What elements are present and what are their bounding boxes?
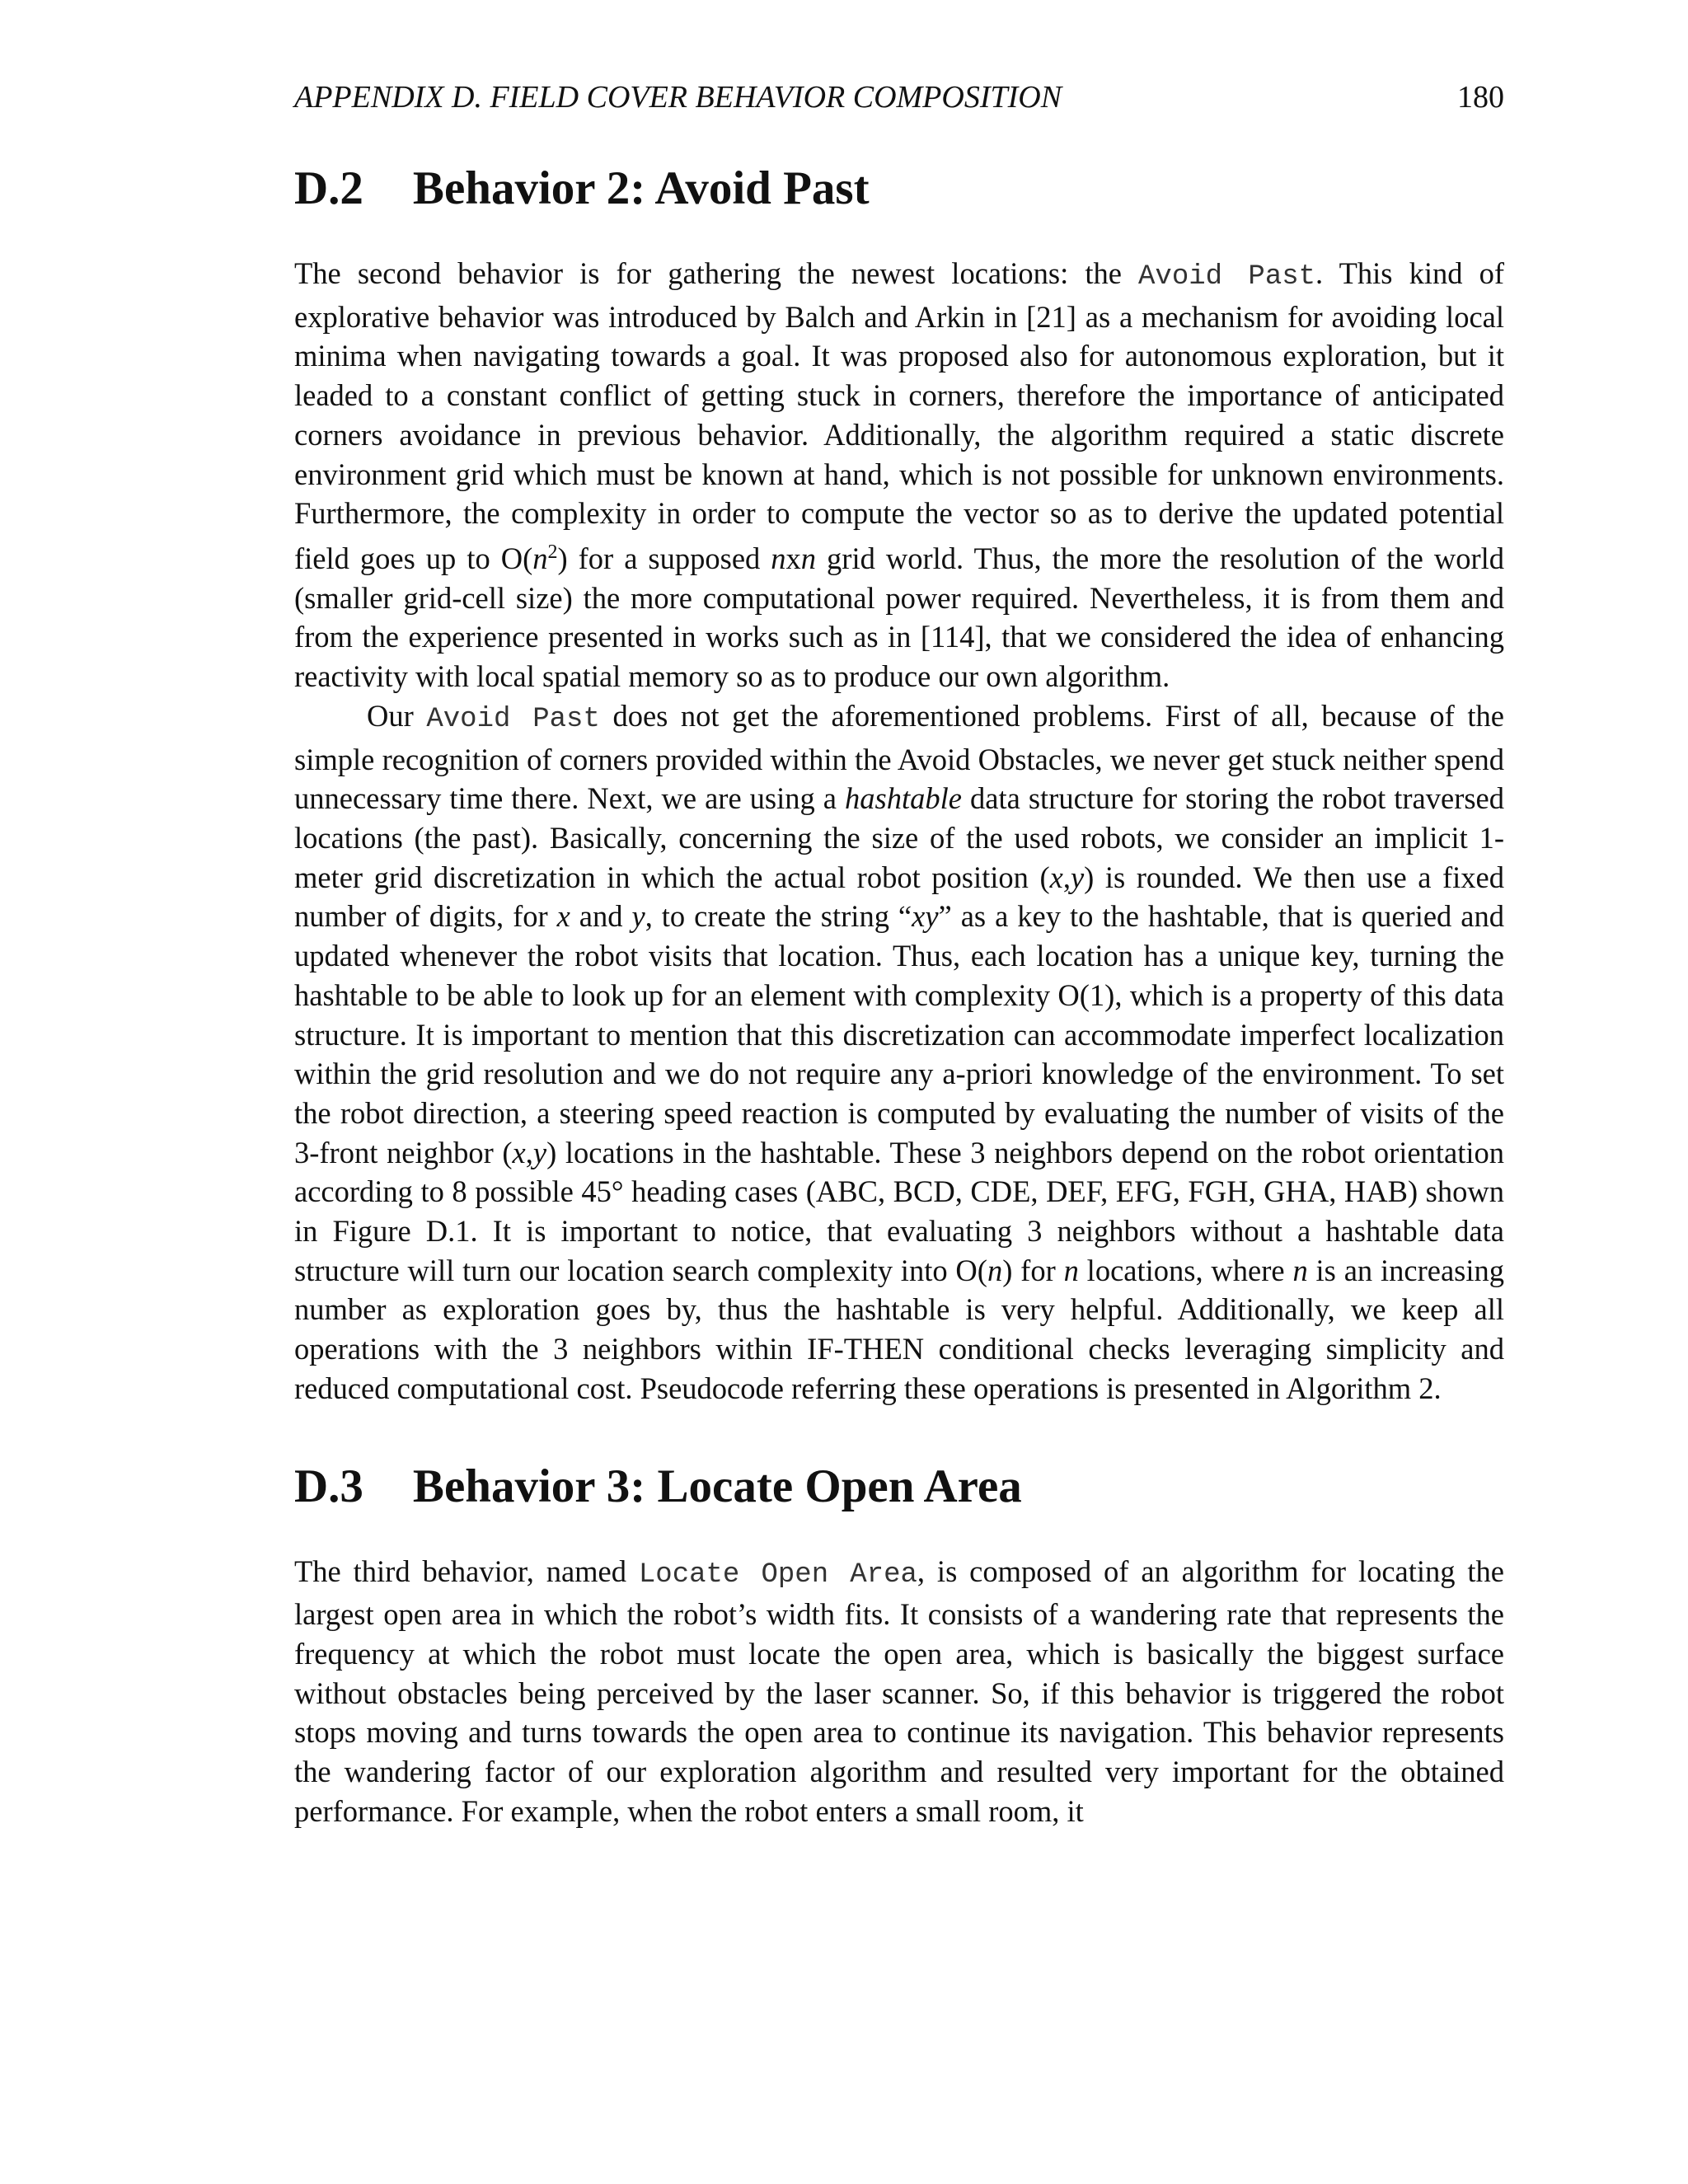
math-var: n xyxy=(532,541,548,576)
text-run: , xyxy=(1062,860,1071,894)
section-title: Behavior 3: Locate Open Area xyxy=(412,1460,1022,1512)
text-run: ) for xyxy=(1002,1253,1064,1287)
text-run: x xyxy=(785,541,801,576)
paragraph-d3-1 xyxy=(294,1552,1504,1831)
paragraph-d2-1 xyxy=(294,254,1504,696)
text-run: , is composed of an algorithm for locating the largest open area in which the robot’s width fits. It consists of a wandering rate that represents the frequency at which the robot must locate the open area, which is basically the biggest surface without obstacles being perceived by the laser scanner. So, if this behavior is triggered the robot stops moving and turns towards the open area to continue its navigation. This behavior represents the wandering factor of our exploration algorithm and resulted very important for the obtained performance. For example, when the robot enters a small room, it xyxy=(294,1554,1505,1828)
text-run: . This kind of explorative behavior was introduced by Balch and Arkin in [21] as a mechanism for avoiding local minima when navigating towards a goal. It was proposed also for autonomous exploration, but it leaded to a constant conflict of getting stuck in corners, therefore the importance of anticipated corners avoidance in previous behavior. Additionally, the algorithm required a static discrete environment grid which must be known at hand, which is not possible for unknown environments. Furthermore, the complexity in order to compute the vector so as to derive the updated potential field goes up to O( xyxy=(294,256,1504,576)
math-var: n xyxy=(1292,1253,1308,1287)
math-var: x xyxy=(512,1135,526,1169)
text-run: ) is rounded. We then use a fixed number of digits, for xyxy=(294,860,1504,934)
section-number: D.2 xyxy=(294,162,363,214)
math-var: n xyxy=(987,1253,1003,1287)
text-run: ) locations in the hashtable. These 3 neighbors depend on the robot orientation according to 8 possible 45° heading cases (ABC, BCD, CDE, DEF, EFG, FGH, GHA, HAB) shown in Figure D.1. It is important to notice, that evaluating 3 neighbors without a hashtable data structure will turn our location search complexity into O( xyxy=(294,1135,1504,1287)
text-run: grid world. Thus, the more the resolution of the world (smaller grid-cell size) the more computational power required. Nevertheless, it is from them and from the experience presented in works such as in [114], that we considered the idea of enhancing reactivity with local spatial memory so as to produce our own algorithm. xyxy=(294,541,1504,694)
text-run: The second behavior is for gathering the newest locations: the xyxy=(294,256,1139,290)
math-var: n xyxy=(1063,1253,1079,1287)
text-run: ” as a key to the hashtable, that is queried and updated whenever the robot visits that location. Thus, each location has a unique key, turning the hashtable to be able to look up for an element with complexity O(1), which is a property of this data structure. It is important to mention that this discretization can accommodate imperfect localization within the grid resolution and we do not require any a-priori knowledge of the environment. To set the robot direction, a steering speed reaction is computed by evaluating the number of visits of the 3-front neighbor ( xyxy=(294,899,1504,1169)
math-var: x xyxy=(1049,860,1063,894)
section-heading-d2 xyxy=(294,160,1504,218)
code-locate-open-area: Locate Open Area xyxy=(638,1558,917,1591)
running-header xyxy=(294,74,1504,120)
text-run: Our xyxy=(367,698,427,733)
text-run: , xyxy=(525,1135,533,1169)
section-title: Behavior 2: Avoid Past xyxy=(412,162,870,214)
code-avoid-past: Avoid Past xyxy=(426,703,600,735)
text-run: data structure for storing the robot traversed locations (the past). Basically, concerning the size of the used robots, we consider an implicit 1-meter grid discretization in which the actual robot position ( xyxy=(294,781,1504,894)
text-run: is an increasing number as exploration goes by, thus the hashtable is very helpful. Additionally, we keep all operations with the 3 neighbors within IF-THEN conditional checks leveraging simplicity and reduced computational cost. Pseudocode referring these operations is presented in Algorithm 2. xyxy=(294,1253,1504,1405)
section-number: D.3 xyxy=(294,1460,363,1512)
text-run: , to create the string “ xyxy=(645,899,912,934)
text-run: locations, where xyxy=(1078,1253,1293,1287)
text-run: and xyxy=(570,899,632,934)
math-var: y xyxy=(631,899,645,934)
section-heading-d3 xyxy=(294,1458,1504,1516)
math-superscript: 2 xyxy=(547,541,558,563)
emphasis-hashtable: hashtable xyxy=(845,781,962,816)
page-number: 180 xyxy=(1457,80,1504,115)
paragraph-d2-2 xyxy=(294,696,1504,1408)
math-var: x xyxy=(556,899,570,934)
math-var: xy xyxy=(912,899,939,934)
text-run: does not get the aforementioned problems. First of all, because of the simple recognition of corners provided within the Avoid Obstacles, we never get stuck neither spend unnecessary time there. Next, we are using a xyxy=(294,698,1505,816)
text-run: ) for a supposed xyxy=(557,541,771,576)
math-var: y xyxy=(1070,860,1085,894)
text-run: The third behavior, named xyxy=(294,1554,639,1588)
chapter-title: APPENDIX D. FIELD COVER BEHAVIOR COMPOSITION xyxy=(294,80,1062,115)
code-avoid-past: Avoid Past xyxy=(1138,261,1316,293)
math-var: y xyxy=(532,1135,547,1169)
page xyxy=(294,74,1504,1830)
math-var: n xyxy=(771,541,786,576)
math-var: n xyxy=(800,541,817,576)
